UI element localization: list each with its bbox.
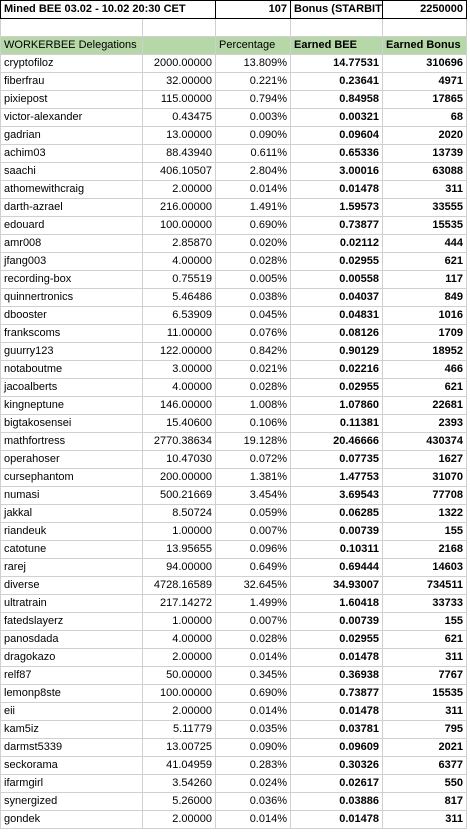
cell-amount[interactable]: 94.00000 bbox=[143, 559, 216, 577]
cell-earned-bee[interactable]: 0.07735 bbox=[291, 451, 383, 469]
cell-account[interactable]: fatedslayerz bbox=[1, 613, 143, 631]
cell-percentage[interactable]: 0.690% bbox=[216, 217, 291, 235]
cell-earned-bee[interactable]: 0.30326 bbox=[291, 757, 383, 775]
header-percentage[interactable]: Percentage bbox=[216, 37, 291, 55]
cell-earned-bonus[interactable]: 2393 bbox=[383, 415, 467, 433]
cell-account[interactable]: kam5iz bbox=[1, 721, 143, 739]
cell-percentage[interactable]: 13.809% bbox=[216, 55, 291, 73]
cell-account[interactable]: diverse bbox=[1, 577, 143, 595]
cell-percentage[interactable]: 0.072% bbox=[216, 451, 291, 469]
cell-earned-bee[interactable]: 0.69444 bbox=[291, 559, 383, 577]
table-row bbox=[1, 631, 467, 649]
cell-earned-bonus[interactable]: 1709 bbox=[383, 325, 467, 343]
table-row bbox=[1, 109, 467, 127]
cell-earned-bee[interactable]: 0.00558 bbox=[291, 271, 383, 289]
cell-percentage[interactable]: 0.024% bbox=[216, 775, 291, 793]
header-earned-bonus[interactable]: Earned Bonus bbox=[383, 37, 467, 55]
cell-percentage[interactable]: 0.283% bbox=[216, 757, 291, 775]
cell-amount[interactable]: 2000.00000 bbox=[143, 55, 216, 73]
cell-earned-bee[interactable]: 0.02216 bbox=[291, 361, 383, 379]
cell-percentage[interactable]: 0.096% bbox=[216, 541, 291, 559]
cell-earned-bee[interactable]: 0.02617 bbox=[291, 775, 383, 793]
table-row bbox=[1, 451, 467, 469]
table-row bbox=[1, 595, 467, 613]
cell-account[interactable]: kingneptune bbox=[1, 397, 143, 415]
cell-account[interactable]: quinnertronics bbox=[1, 289, 143, 307]
cell-earned-bee[interactable]: 0.01478 bbox=[291, 649, 383, 667]
cell-earned-bee[interactable]: 0.02955 bbox=[291, 379, 383, 397]
cell-percentage[interactable]: 0.014% bbox=[216, 811, 291, 829]
cell-earned-bee[interactable]: 0.84958 bbox=[291, 91, 383, 109]
cell-earned-bonus[interactable]: 310696 bbox=[383, 55, 467, 73]
cell-amount[interactable]: 146.00000 bbox=[143, 397, 216, 415]
empty-row bbox=[1, 19, 467, 37]
cell-account[interactable]: mathfortress bbox=[1, 433, 143, 451]
cell-percentage[interactable]: 0.794% bbox=[216, 91, 291, 109]
cell-account[interactable]: pixiepost bbox=[1, 91, 143, 109]
cell-earned-bee[interactable]: 3.69543 bbox=[291, 487, 383, 505]
cell-amount[interactable]: 10.47030 bbox=[143, 451, 216, 469]
cell-earned-bee[interactable]: 0.90129 bbox=[291, 343, 383, 361]
cell-earned-bonus[interactable]: 13739 bbox=[383, 145, 467, 163]
table-row bbox=[1, 775, 467, 793]
table-row bbox=[1, 307, 467, 325]
table-row bbox=[1, 793, 467, 811]
cell-percentage[interactable]: 0.106% bbox=[216, 415, 291, 433]
cell-earned-bee[interactable]: 0.10311 bbox=[291, 541, 383, 559]
cell-percentage[interactable]: 1.499% bbox=[216, 595, 291, 613]
cell-earned-bonus[interactable]: 1016 bbox=[383, 307, 467, 325]
cell-percentage[interactable]: 0.028% bbox=[216, 379, 291, 397]
cell-amount[interactable]: 217.14272 bbox=[143, 595, 216, 613]
cell-earned-bonus[interactable]: 17865 bbox=[383, 91, 467, 109]
cell-earned-bee[interactable]: 0.08126 bbox=[291, 325, 383, 343]
cell-account[interactable]: lemonp8ste bbox=[1, 685, 143, 703]
cell-amount[interactable]: 2.00000 bbox=[143, 703, 216, 721]
table-row bbox=[1, 235, 467, 253]
cell-percentage[interactable]: 3.454% bbox=[216, 487, 291, 505]
table-row bbox=[1, 577, 467, 595]
cell-account[interactable]: eii bbox=[1, 703, 143, 721]
cell-percentage[interactable]: 0.059% bbox=[216, 505, 291, 523]
cell-earned-bee[interactable]: 0.06285 bbox=[291, 505, 383, 523]
cell-earned-bonus[interactable]: 311 bbox=[383, 811, 467, 829]
cell-percentage[interactable]: 0.003% bbox=[216, 109, 291, 127]
cell-earned-bee[interactable]: 14.77531 bbox=[291, 55, 383, 73]
cell-earned-bonus[interactable]: 1322 bbox=[383, 505, 467, 523]
cell-amount[interactable]: 2.00000 bbox=[143, 649, 216, 667]
cell-amount[interactable]: 115.00000 bbox=[143, 91, 216, 109]
cell-amount[interactable]: 6.53909 bbox=[143, 307, 216, 325]
cell-earned-bonus[interactable]: 4971 bbox=[383, 73, 467, 91]
cell-earned-bee[interactable]: 0.09609 bbox=[291, 739, 383, 757]
table-row bbox=[1, 685, 467, 703]
cell-earned-bonus[interactable]: 68 bbox=[383, 109, 467, 127]
cell-percentage[interactable]: 0.021% bbox=[216, 361, 291, 379]
cell-account[interactable]: bigtakosensei bbox=[1, 415, 143, 433]
cell-earned-bonus[interactable]: 22681 bbox=[383, 397, 467, 415]
table-row bbox=[1, 397, 467, 415]
cell-percentage[interactable]: 0.005% bbox=[216, 271, 291, 289]
table-row bbox=[1, 217, 467, 235]
cell-amount[interactable]: 216.00000 bbox=[143, 199, 216, 217]
cell-earned-bee[interactable]: 1.07860 bbox=[291, 397, 383, 415]
cell-earned-bee[interactable]: 0.03781 bbox=[291, 721, 383, 739]
cell-earned-bonus[interactable]: 311 bbox=[383, 703, 467, 721]
cell-account[interactable]: guurry123 bbox=[1, 343, 143, 361]
cell-amount[interactable]: 100.00000 bbox=[143, 685, 216, 703]
cell-earned-bonus[interactable]: 77708 bbox=[383, 487, 467, 505]
cell-earned-bee[interactable]: 0.73877 bbox=[291, 685, 383, 703]
cell-account[interactable]: panosdada bbox=[1, 631, 143, 649]
cell-account[interactable]: catotune bbox=[1, 541, 143, 559]
table-row bbox=[1, 721, 467, 739]
table-row bbox=[1, 91, 467, 109]
cell-earned-bonus[interactable]: 621 bbox=[383, 379, 467, 397]
cell-account[interactable]: victor-alexander bbox=[1, 109, 143, 127]
table-row bbox=[1, 523, 467, 541]
table-row bbox=[1, 757, 467, 775]
cell-earned-bee[interactable]: 3.00016 bbox=[291, 163, 383, 181]
cell-percentage[interactable]: 2.804% bbox=[216, 163, 291, 181]
cell-earned-bonus[interactable]: 14603 bbox=[383, 559, 467, 577]
cell-earned-bee[interactable]: 0.23641 bbox=[291, 73, 383, 91]
table-row bbox=[1, 487, 467, 505]
cell-account[interactable]: relf87 bbox=[1, 667, 143, 685]
cell-amount[interactable]: 11.00000 bbox=[143, 325, 216, 343]
cell-amount[interactable]: 2.00000 bbox=[143, 181, 216, 199]
cell-account[interactable]: saachi bbox=[1, 163, 143, 181]
cell-account[interactable]: fiberfrau bbox=[1, 73, 143, 91]
cell-earned-bonus[interactable]: 18952 bbox=[383, 343, 467, 361]
cell-percentage[interactable]: 0.035% bbox=[216, 721, 291, 739]
cell-amount[interactable]: 500.21669 bbox=[143, 487, 216, 505]
table-row bbox=[1, 703, 467, 721]
cell-amount[interactable]: 0.43475 bbox=[143, 109, 216, 127]
empty-cell[interactable] bbox=[1, 19, 143, 37]
cell-account[interactable]: jacoalberts bbox=[1, 379, 143, 397]
cell-amount[interactable]: 0.75519 bbox=[143, 271, 216, 289]
cell-account[interactable]: athomewithcraig bbox=[1, 181, 143, 199]
table-row bbox=[1, 271, 467, 289]
cell-earned-bonus[interactable]: 550 bbox=[383, 775, 467, 793]
table-row bbox=[1, 181, 467, 199]
empty-cell[interactable] bbox=[216, 19, 291, 37]
cell-percentage[interactable]: 0.036% bbox=[216, 793, 291, 811]
table-row bbox=[1, 199, 467, 217]
cell-account[interactable]: rarej bbox=[1, 559, 143, 577]
cell-earned-bonus[interactable]: 795 bbox=[383, 721, 467, 739]
header-amount[interactable] bbox=[143, 37, 216, 55]
cell-account[interactable]: dragokazo bbox=[1, 649, 143, 667]
table-row bbox=[1, 739, 467, 757]
cell-percentage[interactable]: 0.028% bbox=[216, 631, 291, 649]
table-row bbox=[1, 361, 467, 379]
table-row bbox=[1, 505, 467, 523]
cell-earned-bonus[interactable]: 849 bbox=[383, 289, 467, 307]
cell-account[interactable]: synergized bbox=[1, 793, 143, 811]
cell-earned-bonus[interactable]: 155 bbox=[383, 613, 467, 631]
cell-amount[interactable]: 406.10507 bbox=[143, 163, 216, 181]
cell-percentage[interactable]: 0.020% bbox=[216, 235, 291, 253]
cell-earned-bonus[interactable]: 430374 bbox=[383, 433, 467, 451]
summary-row bbox=[1, 1, 467, 19]
cell-amount[interactable]: 13.00000 bbox=[143, 127, 216, 145]
cell-amount[interactable]: 15.40600 bbox=[143, 415, 216, 433]
cell-earned-bonus[interactable]: 2168 bbox=[383, 541, 467, 559]
cell-earned-bee[interactable]: 0.73877 bbox=[291, 217, 383, 235]
cell-earned-bonus[interactable]: 33733 bbox=[383, 595, 467, 613]
cell-earned-bee[interactable]: 34.93007 bbox=[291, 577, 383, 595]
cell-amount[interactable]: 1.00000 bbox=[143, 523, 216, 541]
cell-percentage[interactable]: 0.649% bbox=[216, 559, 291, 577]
cell-earned-bonus[interactable]: 15535 bbox=[383, 685, 467, 703]
cell-amount[interactable]: 2.85870 bbox=[143, 235, 216, 253]
cell-percentage[interactable]: 0.842% bbox=[216, 343, 291, 361]
empty-cell[interactable] bbox=[383, 19, 467, 37]
table-row bbox=[1, 541, 467, 559]
table-row bbox=[1, 55, 467, 73]
cell-earned-bee[interactable]: 0.11381 bbox=[291, 415, 383, 433]
cell-percentage[interactable]: 0.028% bbox=[216, 253, 291, 271]
cell-account[interactable]: gadrian bbox=[1, 127, 143, 145]
cell-account[interactable]: achim03 bbox=[1, 145, 143, 163]
cell-earned-bee[interactable]: 0.04831 bbox=[291, 307, 383, 325]
cell-earned-bonus[interactable]: 466 bbox=[383, 361, 467, 379]
cell-percentage[interactable]: 0.090% bbox=[216, 739, 291, 757]
cell-amount[interactable]: 200.00000 bbox=[143, 469, 216, 487]
cell-earned-bonus[interactable]: 311 bbox=[383, 649, 467, 667]
cell-amount[interactable]: 2.00000 bbox=[143, 811, 216, 829]
table-row bbox=[1, 325, 467, 343]
cell-earned-bonus[interactable]: 33555 bbox=[383, 199, 467, 217]
table-row bbox=[1, 145, 467, 163]
table-row bbox=[1, 469, 467, 487]
cell-percentage[interactable]: 0.014% bbox=[216, 181, 291, 199]
cell-earned-bonus[interactable]: 817 bbox=[383, 793, 467, 811]
cell-earned-bonus[interactable]: 155 bbox=[383, 523, 467, 541]
cell-earned-bee[interactable]: 0.02112 bbox=[291, 235, 383, 253]
table-row bbox=[1, 163, 467, 181]
cell-account[interactable]: amr008 bbox=[1, 235, 143, 253]
cell-earned-bonus[interactable]: 15535 bbox=[383, 217, 467, 235]
cell-amount[interactable]: 4.00000 bbox=[143, 379, 216, 397]
cell-amount[interactable]: 100.00000 bbox=[143, 217, 216, 235]
cell-account[interactable]: dbooster bbox=[1, 307, 143, 325]
cell-earned-bee[interactable]: 0.02955 bbox=[291, 253, 383, 271]
cell-earned-bonus[interactable]: 63088 bbox=[383, 163, 467, 181]
cell-earned-bee[interactable]: 0.01478 bbox=[291, 703, 383, 721]
cell-earned-bee[interactable]: 0.00739 bbox=[291, 523, 383, 541]
table-row bbox=[1, 415, 467, 433]
cell-amount[interactable]: 122.00000 bbox=[143, 343, 216, 361]
cell-percentage[interactable]: 32.645% bbox=[216, 577, 291, 595]
cell-account[interactable]: jakkal bbox=[1, 505, 143, 523]
cell-amount[interactable]: 13.95655 bbox=[143, 541, 216, 559]
cell-amount[interactable]: 4.00000 bbox=[143, 253, 216, 271]
cell-percentage[interactable]: 0.007% bbox=[216, 613, 291, 631]
cell-account[interactable]: ifarmgirl bbox=[1, 775, 143, 793]
cell-amount[interactable]: 5.46486 bbox=[143, 289, 216, 307]
cell-percentage[interactable]: 0.690% bbox=[216, 685, 291, 703]
cell-account[interactable]: recording-box bbox=[1, 271, 143, 289]
cell-percentage[interactable]: 0.611% bbox=[216, 145, 291, 163]
table-row bbox=[1, 379, 467, 397]
cell-amount[interactable]: 4.00000 bbox=[143, 631, 216, 649]
cell-percentage[interactable]: 19.128% bbox=[216, 433, 291, 451]
cell-earned-bee[interactable]: 0.09604 bbox=[291, 127, 383, 145]
table-row bbox=[1, 811, 467, 829]
empty-cell[interactable] bbox=[143, 19, 216, 37]
cell-earned-bonus[interactable]: 2021 bbox=[383, 739, 467, 757]
cell-account[interactable]: darth-azrael bbox=[1, 199, 143, 217]
cell-account[interactable]: gondek bbox=[1, 811, 143, 829]
table-row bbox=[1, 667, 467, 685]
header-delegations[interactable]: WORKERBEE Delegations bbox=[1, 37, 143, 55]
header-row bbox=[1, 37, 467, 55]
summary-mined[interactable]: 107 bbox=[216, 1, 291, 19]
table-row bbox=[1, 289, 467, 307]
cell-percentage[interactable]: 1.008% bbox=[216, 397, 291, 415]
cell-amount[interactable]: 3.00000 bbox=[143, 361, 216, 379]
cell-amount[interactable]: 5.26000 bbox=[143, 793, 216, 811]
cell-earned-bonus[interactable]: 6377 bbox=[383, 757, 467, 775]
cell-earned-bonus[interactable]: 1627 bbox=[383, 451, 467, 469]
cell-amount[interactable]: 13.00725 bbox=[143, 739, 216, 757]
table-row bbox=[1, 127, 467, 145]
cell-percentage[interactable]: 0.014% bbox=[216, 649, 291, 667]
cell-account[interactable]: numasi bbox=[1, 487, 143, 505]
cell-amount[interactable]: 4728.16589 bbox=[143, 577, 216, 595]
cell-percentage[interactable]: 0.038% bbox=[216, 289, 291, 307]
table-row bbox=[1, 649, 467, 667]
cell-earned-bee[interactable]: 0.02955 bbox=[291, 631, 383, 649]
cell-earned-bee[interactable]: 0.00739 bbox=[291, 613, 383, 631]
cell-earned-bonus[interactable]: 7767 bbox=[383, 667, 467, 685]
table-row bbox=[1, 559, 467, 577]
summary-bonus-value[interactable]: 2250000 bbox=[383, 1, 467, 19]
cell-percentage[interactable]: 0.007% bbox=[216, 523, 291, 541]
cell-percentage[interactable]: 0.076% bbox=[216, 325, 291, 343]
cell-earned-bonus[interactable]: 117 bbox=[383, 271, 467, 289]
cell-account[interactable]: ultratrain bbox=[1, 595, 143, 613]
cell-earned-bonus[interactable]: 621 bbox=[383, 253, 467, 271]
cell-account[interactable]: seckorama bbox=[1, 757, 143, 775]
cell-account[interactable]: riandeuk bbox=[1, 523, 143, 541]
cell-amount[interactable]: 50.00000 bbox=[143, 667, 216, 685]
cell-earned-bee[interactable]: 0.03886 bbox=[291, 793, 383, 811]
cell-account[interactable]: cursephantom bbox=[1, 469, 143, 487]
cell-earned-bee[interactable]: 0.65336 bbox=[291, 145, 383, 163]
cell-earned-bee[interactable]: 1.60418 bbox=[291, 595, 383, 613]
table-row bbox=[1, 613, 467, 631]
cell-amount[interactable]: 2770.38634 bbox=[143, 433, 216, 451]
cell-percentage[interactable]: 1.491% bbox=[216, 199, 291, 217]
cell-earned-bonus[interactable]: 2020 bbox=[383, 127, 467, 145]
cell-account[interactable]: frankscoms bbox=[1, 325, 143, 343]
cell-account[interactable]: notaboutme bbox=[1, 361, 143, 379]
cell-percentage[interactable]: 0.221% bbox=[216, 73, 291, 91]
cell-amount[interactable]: 3.54260 bbox=[143, 775, 216, 793]
cell-percentage[interactable]: 0.045% bbox=[216, 307, 291, 325]
header-earned-bee[interactable]: Earned BEE bbox=[291, 37, 383, 55]
cell-amount[interactable]: 41.04959 bbox=[143, 757, 216, 775]
cell-amount[interactable]: 8.50724 bbox=[143, 505, 216, 523]
cell-earned-bee[interactable]: 0.00321 bbox=[291, 109, 383, 127]
cell-percentage[interactable]: 0.345% bbox=[216, 667, 291, 685]
cell-account[interactable]: darmst5339 bbox=[1, 739, 143, 757]
table-row bbox=[1, 73, 467, 91]
table-row bbox=[1, 433, 467, 451]
cell-earned-bonus[interactable]: 734511 bbox=[383, 577, 467, 595]
empty-cell[interactable] bbox=[291, 19, 383, 37]
cell-earned-bee[interactable]: 0.01478 bbox=[291, 181, 383, 199]
cell-earned-bee[interactable]: 1.59573 bbox=[291, 199, 383, 217]
cell-amount[interactable]: 88.43940 bbox=[143, 145, 216, 163]
cell-account[interactable]: edouard bbox=[1, 217, 143, 235]
table-row bbox=[1, 343, 467, 361]
cell-earned-bee[interactable]: 20.46666 bbox=[291, 433, 383, 451]
cell-earned-bonus[interactable]: 311 bbox=[383, 181, 467, 199]
cell-amount[interactable]: 5.11779 bbox=[143, 721, 216, 739]
cell-earned-bee[interactable]: 0.01478 bbox=[291, 811, 383, 829]
cell-earned-bee[interactable]: 0.04037 bbox=[291, 289, 383, 307]
cell-earned-bonus[interactable]: 444 bbox=[383, 235, 467, 253]
cell-earned-bonus[interactable]: 621 bbox=[383, 631, 467, 649]
summary-title[interactable]: Mined BEE 03.02 - 10.02 20:30 CET bbox=[1, 1, 216, 19]
cell-percentage[interactable]: 0.014% bbox=[216, 703, 291, 721]
cell-account[interactable]: operahoser bbox=[1, 451, 143, 469]
cell-earned-bee[interactable]: 1.47753 bbox=[291, 469, 383, 487]
cell-percentage[interactable]: 0.090% bbox=[216, 127, 291, 145]
cell-earned-bee[interactable]: 0.36938 bbox=[291, 667, 383, 685]
table-row bbox=[1, 253, 467, 271]
cell-amount[interactable]: 1.00000 bbox=[143, 613, 216, 631]
cell-account[interactable]: jfang003 bbox=[1, 253, 143, 271]
cell-earned-bonus[interactable]: 31070 bbox=[383, 469, 467, 487]
cell-amount[interactable]: 32.00000 bbox=[143, 73, 216, 91]
cell-percentage[interactable]: 1.381% bbox=[216, 469, 291, 487]
cell-account[interactable]: cryptofiloz bbox=[1, 55, 143, 73]
summary-bonus-label[interactable]: Bonus (STARBIT bbox=[291, 1, 383, 19]
